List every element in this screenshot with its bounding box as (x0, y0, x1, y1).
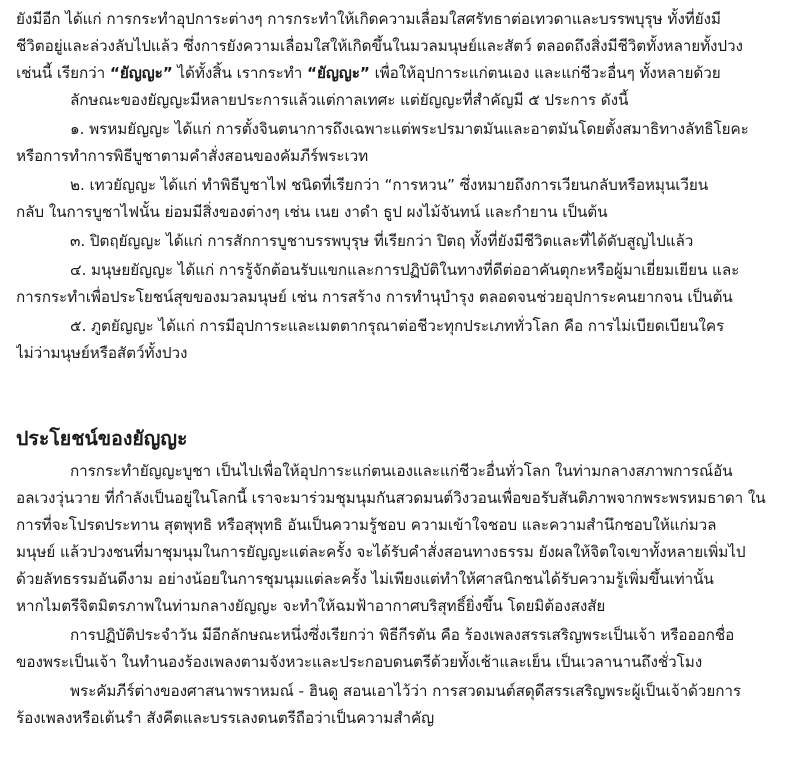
text-segment: เพื่อให้อุปการะแก่ตนเอง และแก่ชีวะอื่นๆ ทั้งหลายด้วย (369, 64, 721, 82)
bold-term: “ยัญญะ” (109, 64, 173, 82)
text-segment: ได้ทั้งสิ้น เรากระทำ (172, 64, 308, 82)
paragraph-line: การที่จะโปรดประทาน สุตพุทธิ หรือสุพุทธิ อันเป็นความรู้ชอบ ความเข้าใจชอบ และความสำนึกชอบให้แก่มวล (16, 516, 717, 534)
text-segment: เช่นนี้ เรียกว่า (16, 64, 110, 82)
bold-term: “ยัญญะ” (307, 64, 370, 82)
paragraph-line: ลักษณะของยัญญะมีหลายประการแล้วแต่กาลเทศะ แต่ยัญญะที่สำคัญมี ๕ ประการ ดังนี้ (70, 91, 629, 109)
list-item-line: ๒. เทวยัญญะ ได้แก่ ทำพิธีบูชาไฟ ชนิดที่เรียกว่า “การหวน” ซึ่งหมายถึงการเวียนกลับหรือหมุนเวียน (70, 176, 709, 194)
paragraph-line: พระคัมภีร์ต่างของศาสนาพราหมณ์ - ฮินดู สอนเอาไว้ว่า การสวดมนต์สดุดีสรรเสริญพระผู้เป็นเจ้าด้วยการ (70, 682, 742, 700)
paragraph-line: การปฏิบัติประจำวัน มีอีกลักษณะหนึ่งซึ่งเรียกว่า พิธีกีรตัน คือ ร้องเพลงสรรเสริญพระเป็นเจ้า หรือออกชื่อ (70, 626, 735, 644)
paragraph-line: ของพระเป็นเจ้า ในทำนองร้องเพลงตามจังหวะและประกอบดนตรีด้วยทั้งเช้าและเย็น เป็นเวลานานถึงชั่วโมง (16, 653, 703, 671)
list-item-line: หรือการทำการพิธีบูชาตามคำสั่งสอนของคัมภีร์พระเวท (16, 147, 369, 165)
list-item-line: การกระทำเพื่อประโยชน์สุขของมวลมนุษย์ เช่น การสร้าง การทำนุบำรุง ตลอดจนช่วยอุปการะคนยากจน เป็นต้น (16, 288, 733, 306)
paragraph-line: ยังมีอีก ได้แก่ การกระทำอุปการะต่างๆ การกระทำให้เกิดความเลื่อมใสศรัทธาต่อเทวดาและบรรพบุรุษ ทั้งที่ยังมี (16, 10, 721, 28)
section-heading: ประโยชน์ของยัญญะ (16, 427, 188, 450)
paragraph-line (16, 61, 784, 85)
paragraph-line: ด้วยลัทธรรมอันดีงาม อย่างน้อยในการชุมนุมแต่ละครั้ง ไม่เพียงแต่ทำให้ศาสนิกชนได้รับความรู้เพิ่มขึ้นเท่านั้น (16, 570, 714, 588)
list-item-line: ไม่ว่ามนุษย์หรือสัตว์ทั้งปวง (16, 344, 188, 362)
list-item-line: กลับ ในการบูชาไฟนั้น ย่อมมีสิ่งของต่างๆ เช่น เนย งาดำ ธูป ผงไม้จันทน์ และกำยาน เป็นต้น (16, 203, 608, 221)
paragraph-line: มนุษย์ แล้วปวงชนที่มาชุมนุมในการยัญญะแต่ละครั้ง จะได้รับคำสั่งสอนทางธรรม ยังผลให้จิตใจเขาทั้งหลายเพิ่มไป (16, 543, 746, 561)
paragraph-line: หากไมตรีจิตมิตรภาพในท่ามกลางยัญญะ จะทำให้ฉมฟ้าอากาศบริสุทธิ์ยิ่งขึ้น โดยมิต้องสงสัย (16, 597, 606, 615)
list-item-line: ๕. ภูตยัญญะ ได้แก่ การมีอุปการะและเมตตากรุณาต่อชีวะทุกประเภททั่วโลก คือ การไม่เบียดเบียนใคร (70, 317, 725, 335)
list-item-line: ๔. มนุษยยัญญะ ได้แก่ การรู้จักต้อนรับแขกและการปฏิบัติในทางที่ดีต่ออาคันตุกะหรือผู้มาเยี่ยมเยียน และ (70, 261, 740, 279)
paragraph-line: ร้องเพลงหรือเต้นรำ สังคีตและบรรเลงดนตรีถือว่าเป็นความสำคัญ (16, 709, 435, 727)
paragraph-line: อลเวงวุ่นวาย ที่กำลังเป็นอยู่ในโลกนี้ เราจะมาร่วมชุมนุมกันสวดมนต์วิงวอนเพื่อขอรับสันติภาพจากพระพรหมธาดา ใน (16, 489, 766, 507)
list-item-line: ๓. ปิตฤยัญญะ ได้แก่ การสักการบูชาบรรพบุรุษ ที่เรียกว่า ปิตฤ ทั้งที่ยังมีชีวิตและที่ได้ดับสูญไปแล้ว (70, 232, 694, 250)
list-item-line: ๑. พรหมยัญญะ ได้แก่ การตั้งจินตนาการถึงเฉพาะแต่พระปรมาตมันและอาตมันโดยตั้งสมาธิทางลัทธิโยคะ (70, 120, 749, 138)
paragraph-line: ชีวิตอยู่และล่วงลับไปแล้ว ซึ่งการยังความเลื่อมใสให้เกิดขึ้นในมวลมนุษย์และสัตว์ ตลอดถึงสิ่งมีชีวิตทั้งหลายทั้งปวง (16, 37, 743, 55)
paragraph-line: การกระทำยัญญะบูชา เป็นไปเพื่อให้อุปการะแก่ตนเองและแก่ชีวะอื่นทั่วโลก ในท่ามกลางสภาพการณ์อัน (70, 462, 733, 480)
